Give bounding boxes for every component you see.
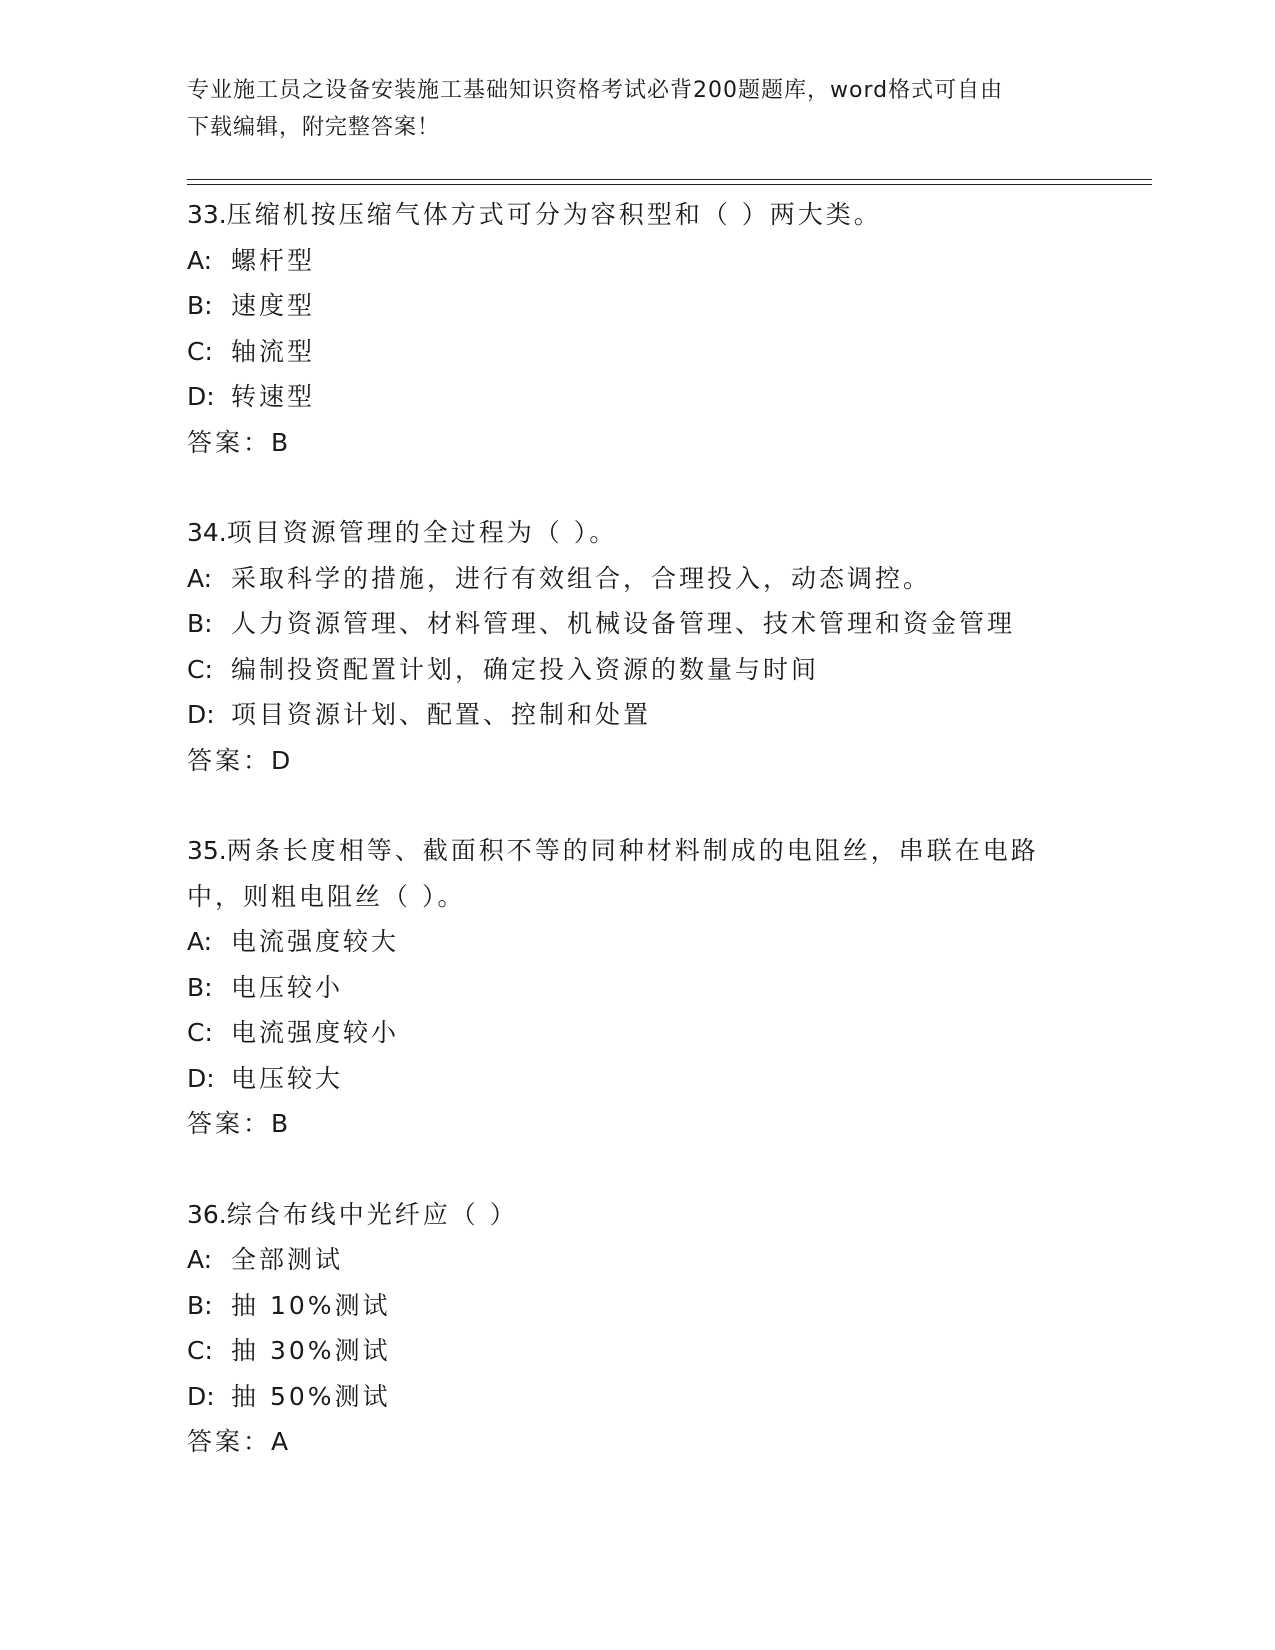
option-d: [187, 374, 1147, 420]
answer-line: [187, 738, 1147, 784]
question-stem: [187, 510, 1147, 556]
option-text: 抽 10%测试: [231, 1290, 391, 1320]
option-key: A:: [187, 927, 213, 956]
option-b: [187, 283, 1147, 329]
option-text: 抽 50%测试: [231, 1381, 391, 1411]
option-a: [187, 919, 1147, 965]
option-key: C:: [187, 1018, 213, 1047]
answer-value: D: [271, 745, 291, 775]
option-d: [187, 1374, 1147, 1420]
header-line-1: 专业施工员之设备安装施工基础知识资格考试必背200题题库，word格式可自由: [187, 78, 1004, 103]
option-a: [187, 556, 1147, 602]
option-key: D:: [187, 1381, 215, 1411]
question-33: [187, 192, 1147, 465]
question-number: 33.: [187, 200, 227, 229]
option-key: B:: [187, 609, 213, 638]
option-a: [187, 238, 1147, 284]
option-c: [187, 1328, 1147, 1374]
option-text: 电流强度较大: [231, 927, 400, 956]
question-stem: [187, 1192, 1147, 1238]
answer-line: [187, 420, 1147, 466]
question-34: [187, 510, 1147, 783]
option-key: A:: [187, 245, 213, 275]
option-key: C:: [187, 654, 213, 684]
answer-label: 答案：: [187, 427, 272, 457]
option-key: A:: [187, 563, 213, 593]
option-text: 抽 30%测试: [231, 1336, 391, 1365]
question-text: 项目资源管理的全过程为（ ）。: [226, 518, 618, 547]
option-c: [187, 1010, 1147, 1056]
answer-value: B: [271, 1109, 289, 1138]
header-divider-top: [187, 179, 1152, 180]
option-text: 人力资源管理、材料管理、机械设备管理、技术管理和资金管理: [231, 609, 1016, 638]
option-c: [187, 329, 1147, 375]
option-key: C:: [187, 1336, 213, 1365]
question-text: 两条长度相等、截面积不等的同种材料制成的电阻丝，串联在电路: [226, 836, 1039, 865]
header-divider-bottom: [187, 184, 1152, 185]
answer-label: 答案：: [187, 1427, 272, 1456]
header-line-2: 下载编辑，附完整答案！: [187, 115, 441, 140]
answer-label: 答案：: [187, 1109, 272, 1138]
option-key: B:: [187, 1290, 213, 1320]
option-b: [187, 965, 1147, 1011]
question-number: 36.: [187, 1199, 227, 1229]
option-key: D:: [187, 700, 215, 729]
question-text: 综合布线中光纤应（ ）: [226, 1199, 518, 1229]
option-text: 项目资源计划、配置、控制和处置: [231, 700, 652, 729]
question-list: [187, 192, 1147, 1510]
answer-line: [187, 1419, 1147, 1465]
option-key: D:: [187, 382, 215, 411]
question-text: 压缩机按压缩气体方式可分为容积型和（ ）两大类。: [226, 200, 882, 229]
option-text: 采取科学的措施，进行有效组合，合理投入，动态调控。: [231, 563, 932, 593]
option-text: 电压较大: [231, 1063, 344, 1093]
option-c: [187, 647, 1147, 693]
document-header: [187, 72, 1067, 146]
option-text: 编制投资配置计划，确定投入资源的数量与时间: [231, 654, 820, 684]
option-key: B:: [187, 972, 213, 1002]
question-number: 34.: [187, 518, 227, 547]
answer-line: [187, 1101, 1147, 1147]
answer-value: B: [271, 427, 289, 457]
question-35: [187, 828, 1147, 1147]
option-a: [187, 1237, 1147, 1283]
option-key: D:: [187, 1063, 215, 1093]
question-stem-continued: [187, 874, 1147, 920]
option-d: [187, 1056, 1147, 1102]
question-stem: [187, 192, 1147, 238]
option-key: B:: [187, 291, 213, 320]
option-text: 速度型: [231, 291, 316, 320]
question-stem: [187, 828, 1147, 874]
question-number: 35.: [187, 836, 227, 865]
answer-label: 答案：: [187, 745, 272, 775]
option-key: A:: [187, 1245, 213, 1274]
option-text: 电流强度较小: [231, 1018, 400, 1047]
option-d: [187, 692, 1147, 738]
option-text: 全部测试: [231, 1245, 344, 1274]
option-b: [187, 601, 1147, 647]
option-text: 电压较小: [231, 972, 344, 1002]
answer-value: A: [271, 1427, 289, 1456]
option-text: 轴流型: [231, 336, 316, 366]
option-key: C:: [187, 336, 213, 366]
option-b: [187, 1283, 1147, 1329]
question-text: 中，则粗电阻丝（ ）。: [187, 881, 466, 911]
option-text: 转速型: [231, 382, 316, 411]
option-text: 螺杆型: [231, 245, 316, 275]
question-36: [187, 1192, 1147, 1465]
